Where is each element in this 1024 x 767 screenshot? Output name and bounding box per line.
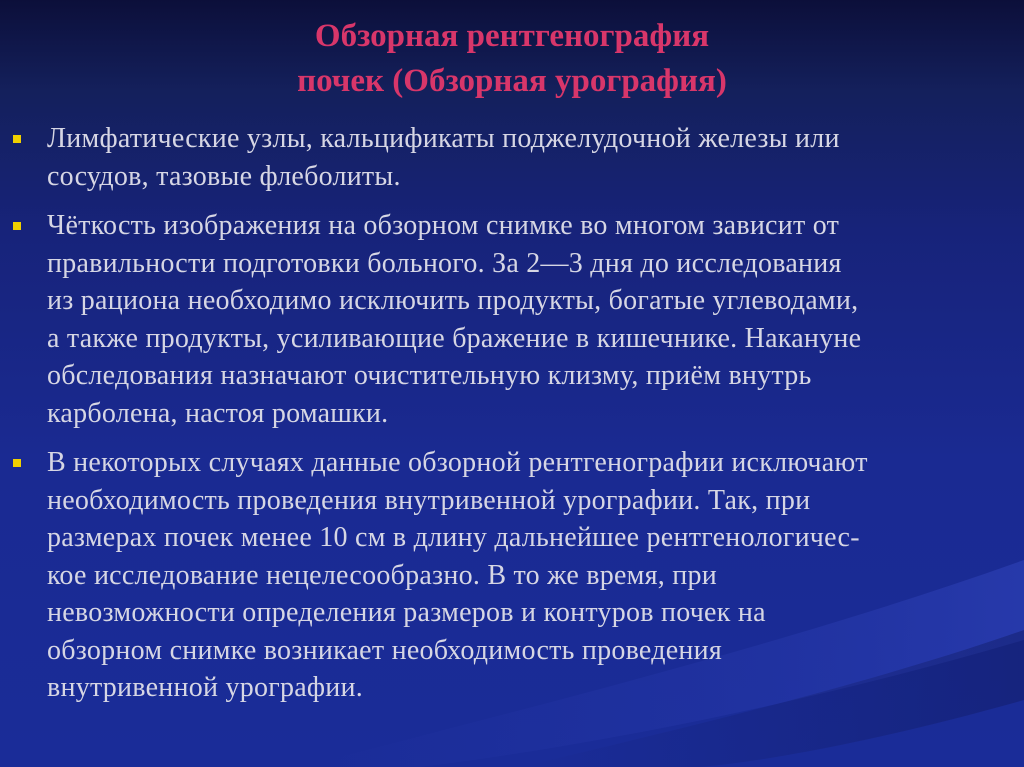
bullet-list — [10, 120, 1010, 719]
bullet-text — [47, 120, 1010, 195]
square-bullet-icon — [13, 222, 21, 230]
bullet-item — [10, 120, 1010, 195]
bullet-text — [47, 444, 1010, 707]
text-line: невозможности определения размеров и контуров почек на — [47, 597, 766, 628]
text-line: кое исследование нецелесообразно. В то же время, при — [47, 559, 717, 591]
bullet-item — [10, 444, 1010, 707]
text-line: размерах почек менее 10 см в длину дальнейшее рентгенологичес- — [47, 522, 860, 553]
title-line: Обзорная рентгенография — [314, 18, 710, 54]
bullet-item — [10, 207, 1010, 432]
square-bullet-icon — [13, 459, 21, 467]
bullet-text — [47, 207, 1010, 432]
text-line: В некоторых случаях данные обзорной рентгенографии исключают — [47, 447, 868, 478]
text-line: Чёткость изображения на обзорном снимке во многом зависит от — [47, 210, 840, 241]
text-line: обследования назначают очистительную клизму, приём внутрь — [47, 360, 812, 391]
square-bullet-icon — [13, 135, 21, 143]
text-line: внутривенной урографии. — [47, 672, 363, 703]
text-line: а также продукты, усиливающие бражение в кишечнике. Накануне — [47, 322, 862, 354]
text-line: Лимфатические узлы, кальцификаты поджелудочной железы или — [47, 123, 840, 154]
text-line: обзорном снимке возникает необходимость проведения — [47, 634, 723, 666]
text-line: из рациона необходимо исключить продукты, богатые углеводами, — [47, 285, 859, 316]
text-line: карболена, настоя ромашки. — [47, 397, 389, 429]
text-line: сосудов, тазовые флеболиты. — [47, 160, 401, 192]
title-line: почек (Обзорная урография) — [297, 63, 727, 99]
slide-title — [0, 14, 1024, 104]
text-line: необходимость проведения внутривенной урографии. Так, при — [47, 484, 811, 516]
text-line: правильности подготовки больного. За 2—3 дня до исследования — [47, 247, 842, 279]
